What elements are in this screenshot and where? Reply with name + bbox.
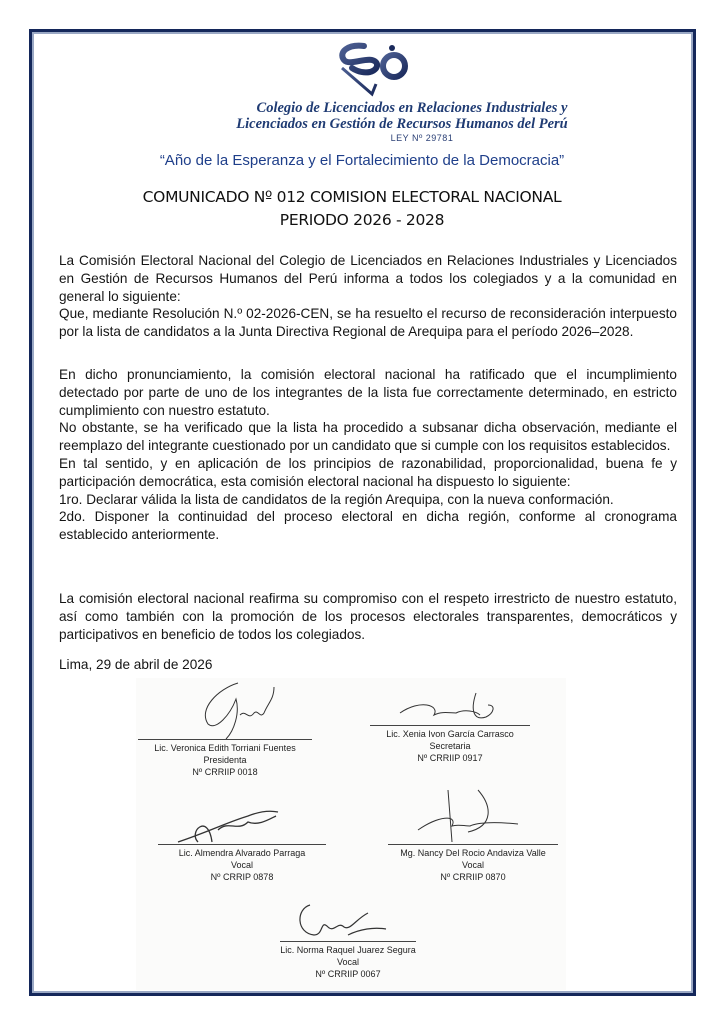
signature-vocal-2 — [388, 812, 558, 883]
signatory-name: Mg. Nancy Del Rocio Andaviza Valle — [400, 848, 546, 858]
paragraph-text: En tal sentido, y en aplicación de los principios de razonabilidad, proporcionalidad, buena fe y participación democrática, esta comisión electoral nacional ha dispuesto lo siguiente: — [59, 455, 677, 489]
org-name-line1: Colegio de Licenciados en Relaciones Industriales y — [256, 100, 568, 116]
signature-vocal-3 — [280, 903, 416, 980]
signatory-role: Vocal — [336, 957, 360, 967]
handwritten-signature-icon — [168, 802, 308, 847]
document-subtitle: PERIODO 2026 - 2028 — [279, 211, 445, 229]
signatory-registration: Nº CRRIP 0878 — [210, 872, 274, 882]
paragraph-intro — [59, 252, 677, 341]
signatory-role: Presidenta — [203, 755, 247, 765]
paragraph-text: Que, mediante Resolución N.º 02-2026-CEN, se ha resuelto el recurso de reconsideración interpuesto por la lista de candidatos a la Junta Directiva Regional de Arequipa para el período 2026–2028. — [59, 306, 677, 340]
signature-secretary — [370, 703, 530, 764]
year-motto: “Año de la Esperanza y el Fortalecimiento de la Democracia” — [159, 152, 565, 169]
signatory-registration: Nº CRRIIP 0067 — [315, 969, 381, 979]
signatory-name: Lic. Veronica Edith Torriani Fuentes — [154, 743, 296, 753]
handwritten-signature-icon — [178, 679, 288, 739]
paragraph-text: En dicho pronunciamiento, la comisión electoral nacional ha ratificado que el incumplimiento detectado por parte de uno de los integrantes de la lista fue correctamente determinado, en estricto cumplimiento con nuestro estatuto. — [59, 367, 677, 418]
signatory-role: Vocal — [230, 860, 254, 870]
paragraph-text: La comisión electoral nacional reafirma su compromiso con el respeto irrestricto de nuestro estatuto, así como también con la promoción de los procesos electorales transparentes, democráticos y participativos en beneficio de todos los colegiados. — [59, 591, 677, 642]
crip-logo-icon — [334, 38, 416, 98]
paragraph-text: 2do. Disponer la continuidad del proceso electoral en dicha región, conforme al cronograma establecido anteriormente. — [59, 509, 677, 543]
handwritten-signature-icon — [408, 786, 528, 846]
law-number: LEY Nº 29781 — [390, 133, 454, 143]
signatory-name: Lic. Xenia Ivon García Carrasco — [386, 729, 514, 739]
paragraph-text: No obstante, se ha verificado que la lista ha procedido a subsanar dicha observación, mediante el reemplazo del integrante cuestionado por un candidato que si cumple con los requisitos establecidos. — [59, 420, 677, 454]
paragraph-resolution — [59, 366, 677, 544]
paragraph-closing — [59, 590, 677, 643]
paragraph-text: 1ro. Declarar válida la lista de candidatos de la región Arequipa, con la nueva conformación. — [59, 491, 614, 507]
paragraph-text: La Comisión Electoral Nacional del Colegio de Licenciados en Relaciones Industriales y Licenciados en Gestión de Recursos Humanos del Perú informa a todos los colegiados y a la comunidad en general lo siguiente: — [59, 253, 677, 304]
document-title: COMUNICADO Nº 012 COMISION ELECTORAL NACIONAL — [142, 188, 562, 206]
signatory-name: Lic. Norma Raquel Juarez Segura — [280, 945, 416, 955]
signatory-registration: Nº CRRIIP 0917 — [417, 753, 483, 763]
signature-president — [138, 697, 312, 778]
signatory-registration: Nº CRRIIP 0870 — [440, 872, 506, 882]
signatory-role: Secretaria — [429, 741, 471, 751]
handwritten-signature-icon — [290, 899, 390, 939]
signatory-name: Lic. Almendra Alvarado Parraga — [178, 848, 306, 858]
signatory-registration: Nº CRRIIP 0018 — [192, 767, 258, 777]
signatory-role: Vocal — [461, 860, 485, 870]
org-name-line2: Licenciados en Gestión de Recursos Humanos del Perú — [236, 116, 568, 132]
document-date: Lima, 29 de abril de 2026 — [59, 657, 213, 672]
signature-vocal-1 — [158, 812, 326, 883]
handwritten-signature-icon — [390, 691, 510, 731]
